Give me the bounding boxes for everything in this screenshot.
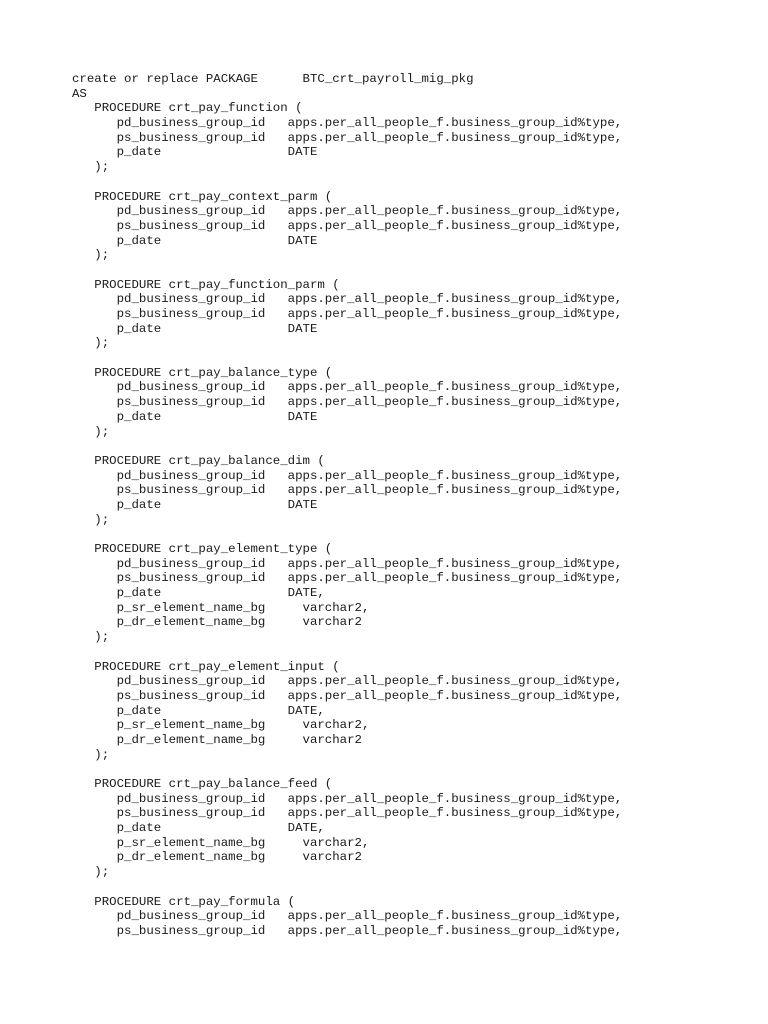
code-line: );	[72, 160, 110, 175]
code-line: pd_business_group_id apps.per_all_people_f.business_group_id%type,	[72, 468, 623, 483]
code-line: pd_business_group_id apps.per_all_people_f.business_group_id%type,	[72, 556, 623, 571]
code-line	[72, 439, 752, 454]
code-line	[72, 645, 752, 660]
code-line: p_sr_element_name_bg varchar2,	[72, 600, 370, 615]
code-line: p_dr_element_name_bg varchar2	[72, 732, 362, 747]
code-line: p_date DATE,	[72, 821, 325, 836]
code-line: ps_business_group_id apps.per_all_people_f.business_group_id%type,	[72, 571, 623, 586]
code-line: pd_business_group_id apps.per_all_people_f.business_group_id%type,	[72, 204, 623, 219]
code-listing	[72, 72, 752, 939]
code-line: PROCEDURE crt_pay_balance_feed (	[72, 777, 333, 791]
code-line: ps_business_group_id apps.per_all_people_f.business_group_id%type,	[72, 483, 623, 498]
code-line: ps_business_group_id apps.per_all_people_f.business_group_id%type,	[72, 130, 623, 145]
code-line: create or replace PACKAGE BTC_crt_payroll_mig_pkg	[72, 72, 474, 86]
code-line: ps_business_group_id apps.per_all_people_f.business_group_id%type,	[72, 395, 623, 410]
code-line: PROCEDURE crt_pay_element_type (	[72, 542, 333, 556]
code-line: PROCEDURE crt_pay_balance_type (	[72, 365, 333, 380]
code-line: );	[72, 865, 110, 880]
code-line: );	[72, 512, 110, 527]
code-line: ps_business_group_id apps.per_all_people_f.business_group_id%type,	[72, 307, 623, 321]
code-line: pd_business_group_id apps.per_all_people_f.business_group_id%type,	[72, 909, 623, 924]
code-line: pd_business_group_id apps.per_all_people_f.business_group_id%type,	[72, 292, 623, 307]
code-line: PROCEDURE crt_pay_formula (	[72, 894, 296, 909]
code-line: p_dr_element_name_bg varchar2	[72, 615, 362, 630]
code-line: p_date DATE	[72, 233, 318, 248]
code-line: p_date DATE	[72, 321, 318, 336]
code-line: p_date DATE	[72, 409, 318, 424]
code-line: p_date DATE,	[72, 586, 325, 601]
code-line	[72, 527, 752, 542]
code-line: pd_business_group_id apps.per_all_people_f.business_group_id%type,	[72, 791, 623, 806]
code-line: p_sr_element_name_bg varchar2,	[72, 835, 370, 850]
code-line: ps_business_group_id apps.per_all_people_f.business_group_id%type,	[72, 923, 623, 938]
code-line: ps_business_group_id apps.per_all_people_f.business_group_id%type,	[72, 806, 623, 821]
code-line: );	[72, 424, 110, 439]
code-line: AS	[72, 86, 87, 101]
code-line: );	[72, 630, 110, 645]
code-line: ps_business_group_id apps.per_all_people_f.business_group_id%type,	[72, 218, 623, 233]
code-line: ps_business_group_id apps.per_all_people_f.business_group_id%type,	[72, 688, 623, 703]
code-line: p_date DATE	[72, 145, 318, 160]
code-line: p_date DATE	[72, 497, 318, 512]
code-line: pd_business_group_id apps.per_all_people_f.business_group_id%type,	[72, 674, 623, 689]
code-line: );	[72, 747, 110, 762]
code-line	[72, 880, 752, 895]
code-line: PROCEDURE crt_pay_function (	[72, 101, 303, 116]
code-line: p_date DATE,	[72, 703, 325, 718]
code-line: PROCEDURE crt_pay_function_parm (	[72, 277, 340, 292]
code-line	[72, 762, 752, 777]
code-line: p_sr_element_name_bg varchar2,	[72, 718, 370, 733]
code-line: p_dr_element_name_bg varchar2	[72, 850, 362, 865]
code-line: PROCEDURE crt_pay_context_parm (	[72, 189, 333, 204]
code-line	[72, 351, 752, 366]
code-line	[72, 175, 752, 190]
code-line: );	[72, 336, 110, 351]
code-line: pd_business_group_id apps.per_all_people_f.business_group_id%type,	[72, 116, 623, 131]
code-line: pd_business_group_id apps.per_all_people_f.business_group_id%type,	[72, 380, 623, 395]
code-line: PROCEDURE crt_pay_balance_dim (	[72, 453, 325, 468]
code-line	[72, 263, 752, 278]
code-line: PROCEDURE crt_pay_element_input (	[72, 659, 340, 674]
code-line: );	[72, 248, 110, 263]
